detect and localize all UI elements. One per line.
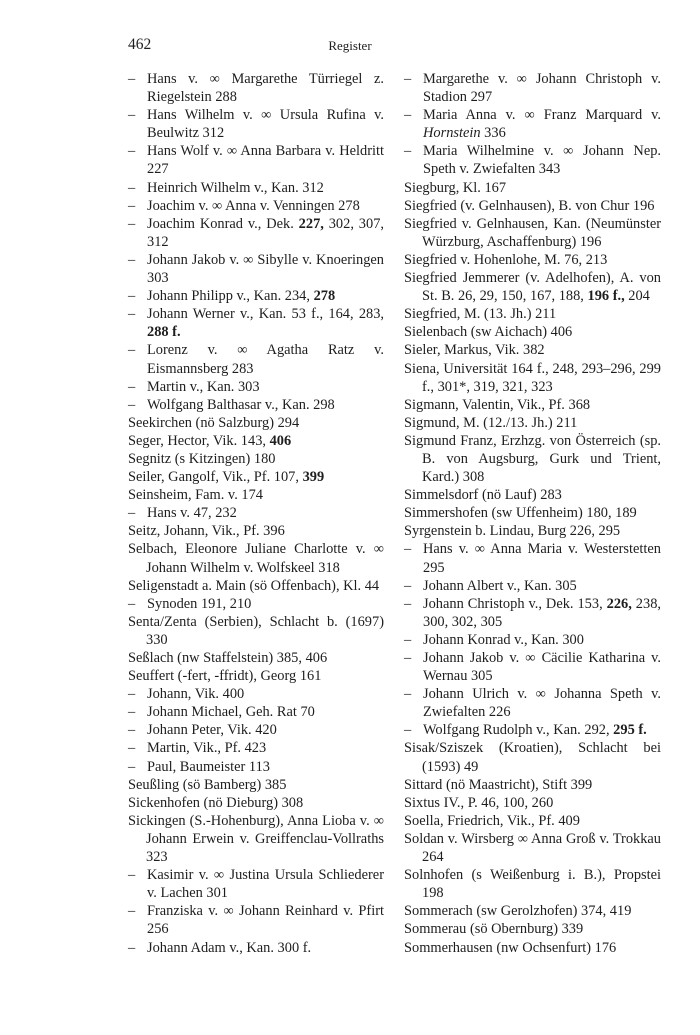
index-subentry	[128, 595, 384, 613]
index-subentry	[128, 396, 384, 414]
entry-text: Johann Konrad v., Kan. 300	[423, 631, 584, 648]
entry-text: Simmershofen (sw Uffenheim) 180, 189	[404, 505, 637, 522]
index-subentry	[128, 739, 384, 757]
index-entry	[404, 396, 661, 414]
subentry-dash: –	[128, 740, 136, 757]
index-entry	[128, 667, 384, 685]
entry-text: Martin, Vik., Pf. 423	[147, 740, 267, 757]
entry-text: Hans Wilhelm v. ∞ Ursula Rufina v. Beulwitz 312	[147, 107, 384, 142]
index-entry	[404, 215, 661, 251]
entry-text: Johann Jakob v. ∞ Sibylle v. Knoeringen 303	[147, 251, 384, 287]
subentry-dash: –	[128, 704, 136, 721]
entry-text: Heinrich Wilhelm v., Kan. 312	[147, 179, 324, 196]
entry-text: Margarethe v. ∞ Johann Christoph v. Stadion 297	[423, 71, 661, 106]
entry-text: Joachim Konrad v., Dek. 227, 302, 307, 312	[147, 215, 384, 250]
index-entry	[404, 504, 661, 522]
entry-text: Selbach, Eleonore Juliane Charlotte v. ∞ Johann Wilhelm v. Wolfskeel 318	[128, 541, 384, 576]
subentry-dash: –	[128, 197, 136, 214]
subentry-dash: –	[128, 251, 136, 268]
entry-text: Soella, Friedrich, Vik., Pf. 409	[404, 812, 580, 829]
entry-text: Solnhofen (s Weißenburg i. B.), Propstei 198	[404, 867, 661, 902]
index-entry	[404, 866, 661, 902]
entry-text: Johann Peter, Vik. 420	[147, 722, 277, 739]
entry-text: Johann Philipp v., Kan. 234, 278	[147, 288, 336, 305]
entry-text: Hans Wolf v. ∞ Anna Barbara v. Heldritt 227	[147, 143, 384, 178]
subentry-dash: –	[404, 71, 412, 87]
subentry-dash: –	[128, 396, 136, 413]
index-subentry	[128, 70, 384, 106]
index-subentry	[128, 902, 384, 938]
subentry-dash: –	[128, 107, 136, 124]
entry-text: Kasimir v. ∞ Justina Ursula Schliederer v. Lachen 301	[147, 867, 384, 902]
index-subentry	[404, 540, 661, 576]
entry-text: Paul, Baumeister 113	[147, 758, 270, 775]
index-entry	[128, 432, 384, 450]
index-entry	[404, 794, 661, 812]
index-entry	[404, 251, 661, 269]
index-entry	[404, 179, 661, 197]
entry-text: Hans v. ∞ Anna Maria v. Westerstetten 295	[423, 541, 661, 576]
entry-text: Sigmann, Valentin, Vik., Pf. 368	[404, 396, 591, 413]
index-subentry	[128, 251, 384, 287]
index-subentry	[128, 758, 384, 776]
index-entry	[404, 920, 661, 938]
subentry-dash: –	[128, 306, 136, 323]
entry-text: Sisak/Sziszek (Kroatien), Schlacht bei (1593) 49	[404, 740, 661, 775]
index-entry	[404, 360, 661, 396]
index-entry	[404, 830, 661, 866]
index-subentry	[128, 287, 384, 305]
entry-text: Wolfgang Balthasar v., Kan. 298	[147, 396, 335, 413]
index-entry	[404, 739, 661, 775]
index-subentry	[404, 649, 661, 685]
index-entry	[128, 468, 384, 486]
index-subentry	[128, 341, 384, 377]
index-subentry	[404, 70, 661, 106]
page-header	[0, 36, 700, 58]
subentry-dash: –	[128, 505, 136, 522]
index-subentry	[128, 703, 384, 721]
entry-text: Johann Christoph v., Dek. 153, 226, 238, 300, 302, 305	[423, 595, 661, 630]
entry-text: Seßlach (nw Staffelstein) 385, 406	[128, 650, 328, 666]
entry-text: Siegfried, M. (13. Jh.) 211	[404, 306, 557, 323]
index-entry	[128, 613, 384, 649]
entry-text: Johann Jakob v. ∞ Cäcilie Katharina v. Wernau 305	[423, 650, 661, 685]
subentry-dash: –	[404, 107, 412, 124]
index-entry	[128, 794, 384, 812]
entry-text: Seiler, Gangolf, Vik., Pf. 107, 399	[128, 469, 325, 486]
entry-text: Sickingen (S.-Hohenburg), Anna Lioba v. ∞ Johann Erwein v. Greiffenclau-Vollraths 323	[128, 812, 384, 866]
subentry-dash: –	[404, 650, 412, 666]
entry-text: Siegfried v. Hohenlohe, M. 76, 213	[404, 251, 608, 268]
index-subentry	[128, 215, 384, 251]
index-subentry	[404, 106, 661, 142]
subentry-dash: –	[404, 631, 412, 648]
index-entry	[404, 902, 661, 920]
entry-text: Siegfried (v. Gelnhausen), B. von Chur 196	[404, 197, 655, 214]
subentry-dash: –	[128, 215, 136, 232]
subentry-dash: –	[128, 595, 136, 612]
subentry-dash: –	[404, 143, 412, 160]
index-subentry	[404, 685, 661, 721]
entry-text: Seger, Hector, Vik. 143, 406	[128, 432, 292, 449]
subentry-dash: –	[404, 595, 412, 612]
index-subentry	[128, 305, 384, 341]
subentry-dash: –	[128, 71, 136, 87]
index-subentry	[128, 939, 384, 957]
entry-text: Sigmund Franz, Erzhzg. von Österreich (sp. B. von Augsburg, Gurk und Trient, Kard.) 308	[404, 432, 661, 486]
index-entry	[128, 486, 384, 504]
index-entry	[404, 522, 661, 540]
entry-text: Sommerau (sö Obernburg) 339	[404, 921, 584, 938]
index-entry	[404, 414, 661, 432]
entry-text: Maria Wilhelmine v. ∞ Johann Nep. Speth v. Zwiefalten 343	[423, 143, 661, 178]
entry-text: Simmelsdorf (nö Lauf) 283	[404, 487, 562, 504]
entry-text: Seligenstadt a. Main (sö Offenbach), Kl. 44	[128, 577, 380, 594]
index-entry	[128, 812, 384, 866]
entry-text: Sommerach (sw Gerolzhofen) 374, 419	[404, 903, 632, 920]
entry-text: Johann Adam v., Kan. 300 f.	[147, 939, 312, 956]
index-subentry	[128, 142, 384, 178]
subentry-dash: –	[128, 288, 136, 305]
index-entry	[404, 323, 661, 341]
index-subentry	[128, 721, 384, 739]
index-entry	[404, 486, 661, 504]
entry-text: Johann Albert v., Kan. 305	[423, 577, 577, 594]
index-subentry	[128, 106, 384, 142]
entry-text: Sigmund, M. (12./13. Jh.) 211	[404, 414, 578, 431]
entry-text: Joachim v. ∞ Anna v. Venningen 278	[147, 197, 360, 214]
subentry-dash: –	[404, 577, 412, 594]
entry-text: Soldan v. Wirsberg ∞ Anna Groß v. Trokkau 264	[404, 830, 661, 866]
subentry-dash: –	[404, 686, 412, 703]
entry-text: Segnitz (s Kitzingen) 180	[128, 450, 276, 467]
index-entry	[128, 450, 384, 468]
entry-text: Seitz, Johann, Vik., Pf. 396	[128, 523, 285, 540]
entry-text: Wolfgang Rudolph v., Kan. 292, 295 f.	[423, 722, 647, 739]
index-subentry	[128, 685, 384, 703]
entry-text: Senta/Zenta (Serbien), Schlacht b. (1697) 330	[128, 613, 384, 648]
index-entry	[404, 939, 661, 957]
index-subentry	[128, 378, 384, 396]
entry-text: Sommerhausen (nw Ochsenfurt) 176	[404, 939, 617, 956]
index-entry	[128, 649, 384, 667]
index-entry	[404, 197, 661, 215]
entry-text: Martin v., Kan. 303	[147, 378, 260, 395]
index-subentry	[128, 866, 384, 902]
index-subentry	[128, 179, 384, 197]
entry-text: Siegfried Jemmerer (v. Adelhofen), A. von St. B. 26, 29, 150, 167, 188, 196 f., 204	[404, 270, 661, 305]
entry-text: Synoden 191, 210	[147, 595, 252, 612]
index-entry	[404, 305, 661, 323]
entry-text: Lorenz v. ∞ Agatha Ratz v. Eismannsberg 283	[147, 342, 384, 377]
subentry-dash: –	[128, 722, 136, 739]
entry-text: Sielenbach (sw Aichach) 406	[404, 324, 573, 341]
index-subentry	[404, 142, 661, 178]
index-entry	[128, 577, 384, 595]
subentry-dash: –	[128, 143, 136, 160]
entry-text: Johann Werner v., Kan. 53 f., 164, 283, 288 f.	[147, 306, 384, 341]
entry-text: Franziska v. ∞ Johann Reinhard v. Pfirt 256	[147, 903, 384, 938]
subentry-dash: –	[404, 722, 412, 739]
entry-text: Sickenhofen (nö Dieburg) 308	[128, 794, 304, 811]
entry-text: Johann, Vik. 400	[147, 686, 245, 703]
entry-text: Seuffert (-fert, -ffridt), Georg 161	[128, 668, 322, 685]
index-entry	[404, 812, 661, 830]
index-subentry	[404, 631, 661, 649]
index-entry	[404, 269, 661, 305]
entry-text: Seußling (sö Bamberg) 385	[128, 776, 287, 793]
index-entry	[404, 432, 661, 486]
entry-text: Siegfried v. Gelnhausen, Kan. (Neumünster Würzburg, Aschaffenburg) 196	[404, 215, 661, 250]
index-subentry	[404, 721, 661, 739]
entry-text: Sixtus IV., P. 46, 100, 260	[404, 794, 554, 811]
entry-text: Sittard (nö Maastricht), Stift 399	[404, 776, 593, 793]
entry-text: Hans v. 47, 232	[147, 505, 237, 522]
page-number: 462	[128, 36, 152, 53]
entry-text: Syrgenstein b. Lindau, Burg 226, 295	[404, 523, 621, 540]
subentry-dash: –	[128, 939, 136, 956]
index-subentry	[404, 595, 661, 631]
entry-text: Siegburg, Kl. 167	[404, 179, 507, 196]
entry-text: Maria Anna v. ∞ Franz Marquard v. Hornstein 336	[423, 107, 661, 142]
index-subentry	[404, 577, 661, 595]
index-entry	[128, 540, 384, 576]
index-entry	[128, 522, 384, 540]
index-column-right	[404, 70, 661, 957]
subentry-dash: –	[128, 378, 136, 395]
index-entry	[404, 776, 661, 794]
entry-text: Sieler, Markus, Vik. 382	[404, 342, 545, 359]
index-entry	[128, 776, 384, 794]
subentry-dash: –	[128, 686, 136, 703]
entry-text: Johann Ulrich v. ∞ Johanna Speth v. Zwiefalten 226	[423, 686, 661, 721]
subentry-dash: –	[128, 903, 136, 920]
index-column-left	[128, 70, 384, 957]
entry-text: Seinsheim, Fam. v. 174	[128, 487, 263, 504]
index-subentry	[128, 197, 384, 215]
entry-text: Johann Michael, Geh. Rat 70	[147, 704, 315, 721]
subentry-dash: –	[128, 179, 136, 196]
subentry-dash: –	[128, 342, 136, 359]
running-title: Register	[328, 38, 372, 53]
subentry-dash: –	[128, 758, 136, 775]
subentry-dash: –	[404, 541, 412, 558]
entry-text: Hans v. ∞ Margarethe Türriegel z. Riegelstein 288	[147, 71, 384, 106]
entry-text: Seekirchen (nö Salzburg) 294	[128, 414, 300, 431]
index-entry	[128, 414, 384, 432]
index-entry	[404, 341, 661, 359]
index-subentry	[128, 504, 384, 522]
entry-text: Siena, Universität 164 f., 248, 293–296, 299 f., 301*, 319, 321, 323	[404, 360, 661, 395]
subentry-dash: –	[128, 867, 136, 884]
